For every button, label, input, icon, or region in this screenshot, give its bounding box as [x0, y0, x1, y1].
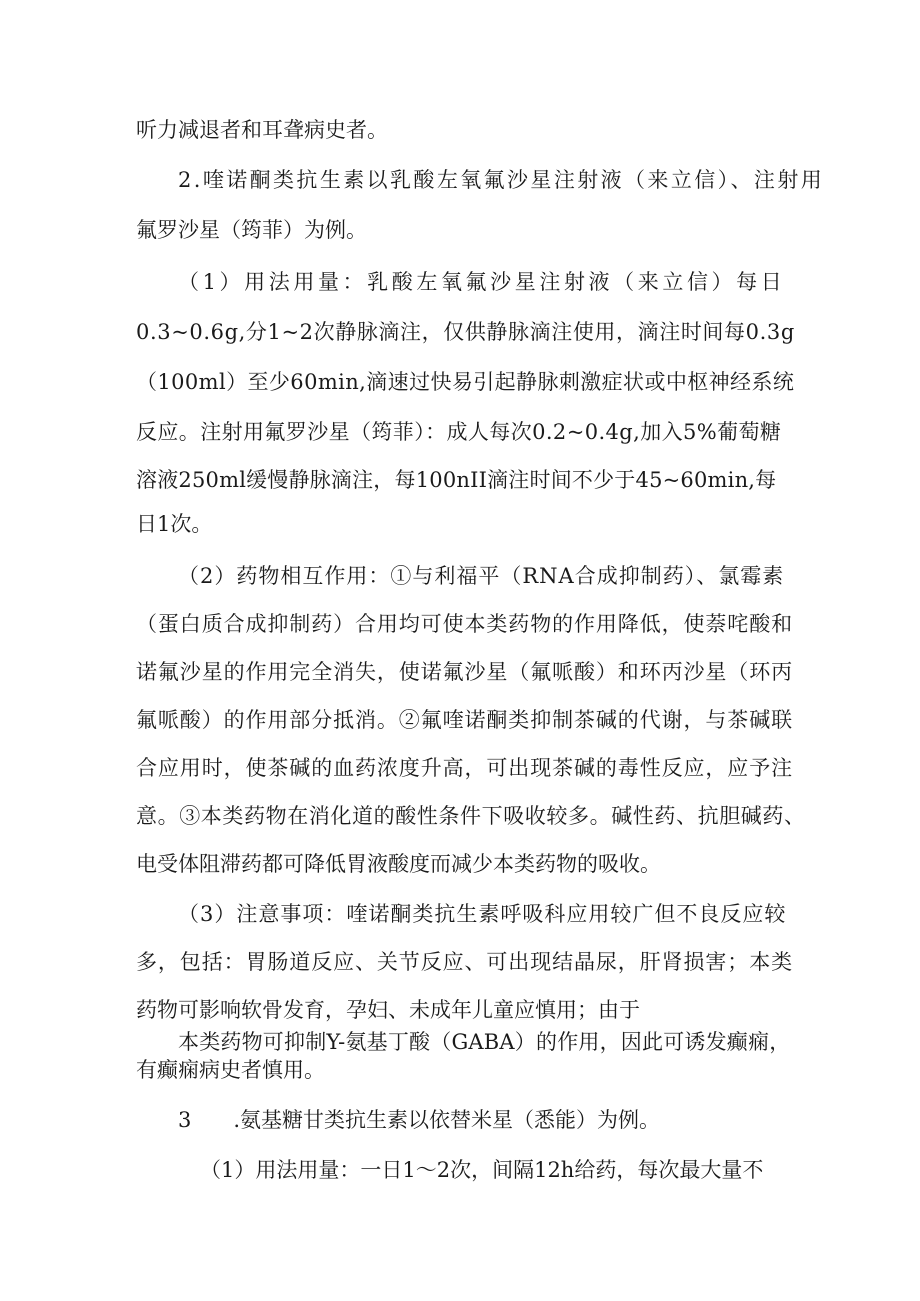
text-line: 有癫痫病史者慎用。 [136, 1058, 325, 1082]
text-line: 本类药物可抑制Y-氨基丁酸（GABA）的作用，因此可诱发癫痫， [178, 1030, 791, 1054]
text-line: 意。③本类药物在消化道的酸性条件下吸收较多。碱性药、抗胆碱药、 [136, 804, 806, 828]
text-line: 药物可影响软骨发育，孕妇、未成年儿童应慎用；由于 [136, 998, 640, 1022]
text-line: （100ml）至少60min,滴速过快易引起静脉刺激症状或中枢神经系统 [136, 370, 795, 394]
text-line: 0.3~0.6g,分1~2次静脉滴注，仅供静脉滴注使用，滴注时间每0.3g [136, 320, 795, 344]
text-line: 多，包括：胃肠道反应、关节反应、可出现结晶尿，肝肾损害；本类 [136, 950, 793, 974]
section-heading: 3 .氨基糖甘类抗生素以依替米星（悉能）为例。 [178, 1108, 661, 1132]
text-line: 日1次。 [136, 512, 213, 536]
text-line: 电受体阻滞药都可降低胃液酸度而减少本类药物的吸收。 [136, 852, 661, 876]
subsection-heading: （2）药物相互作用：①与利福平（RNA合成抑制药）、氯霉素 [178, 564, 785, 588]
text-line: 听力减退者和耳聋病史者。 [136, 118, 388, 142]
subsection-heading: （1）用法用量：乳酸左氧氟沙星注射液（来立信）每日 [178, 270, 786, 294]
text-line: 反应。注射用氟罗沙星（筠菲）：成人每次0.2~0.4g,加入5%葡萄糖 [136, 420, 782, 444]
text-line: 氟罗沙星（筠菲）为例。 [136, 218, 367, 242]
text-line: 氟哌酸）的作用部分抵消。②氟喹诺酮类抑制茶碱的代谢，与茶碱联 [136, 708, 793, 732]
subsection-heading: （1）用法用量：一日1～2次，间隔12h给药，每次最大量不 [200, 1158, 764, 1182]
subsection-heading: （3）注意事项：喹诺酮类抗生素呼吸科应用较广但不良反应较 [178, 902, 787, 926]
text-line: （蛋白质合成抑制药）合用均可使本类药物的作用降低，使萘咤酸和 [136, 612, 793, 636]
text-line: 诺氟沙星的作用完全消失，使诺氟沙星（氟哌酸）和环丙沙星（环丙 [136, 660, 793, 684]
section-heading: 2.喹诺酮类抗生素以乳酸左氧氟沙星注射液（来立信）、注射用 [178, 168, 825, 192]
text-line: 合应用时，使茶碱的血药浓度升高，可出现茶碱的毒性反应，应予注 [136, 756, 793, 780]
text-line: 溶液250ml缓慢静脉滴注，每100nII滴注时间不少于45~60min,每 [136, 468, 777, 492]
